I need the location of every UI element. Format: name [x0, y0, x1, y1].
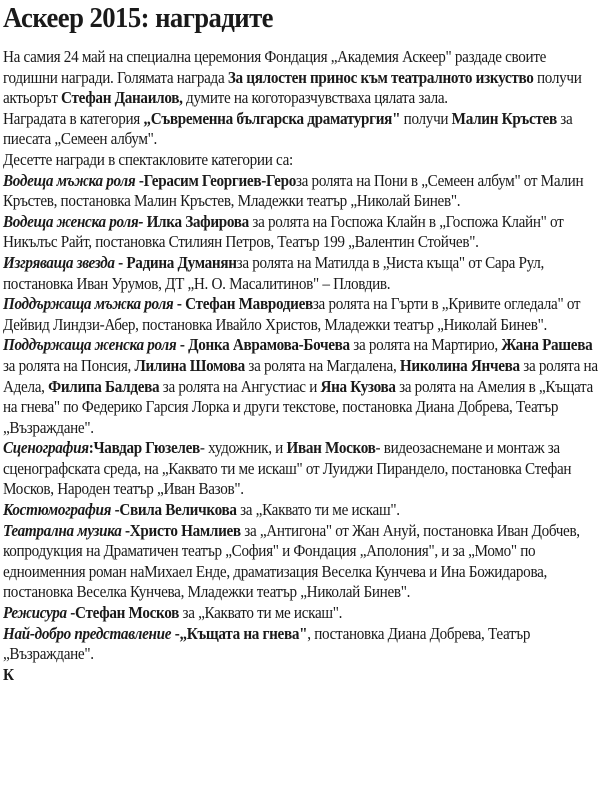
award-description: за ролята на Гърти в „Кривите огледала" от Дейвид Линдзи-Абер, постановка Ивайло Христов, Младежки театър „Николай Бинев". — [3, 294, 581, 334]
award-description: за „Каквато ти ме искаш". — [236, 500, 400, 520]
award-music — [3, 521, 600, 603]
intro-text: На самия 24 май на специална церемония Фондация „Академия Аскеер" раздаде своите годишни награди. Голямата награда — [3, 47, 547, 87]
award-description: за ролята на Мартирио, — [349, 335, 502, 355]
contemporary-text: получи — [400, 108, 452, 128]
award-best-show — [3, 624, 600, 665]
award-description: за ролята на Матилда в „Чиста къща" от Сара Рул, постановка Иван Урумов, ДТ „Н. О. Масалитинов" – Пловдив. — [3, 252, 544, 293]
award-description: за ролята на Пони в „Семеен албум" от Малин Кръстев, постановка Малин Кръстев, Младежки театър „Николай Бинев". — [3, 170, 584, 211]
award-separator: - — [173, 294, 186, 314]
award-description: - видеозаснемане и монтаж за сценографската среда, на „Каквато ти ме искаш" от Луиджи Пирандело, постановка Стефан Москов, Народен театър „Иван Вазов". — [3, 438, 572, 499]
lifetime-award-name: За цялостен принос към театралното изкуство — [227, 67, 534, 87]
article-body — [3, 47, 600, 685]
award-category: Изгряваща звезда — [3, 252, 115, 272]
contemporary-drama-paragraph — [3, 109, 600, 150]
award-winner: Свила Величкова — [119, 500, 237, 520]
award-leading-male — [3, 171, 600, 212]
contemporary-text: за пиесата „Семеен албум". — [3, 108, 573, 149]
article-title: Аскеер 2015: наградите — [3, 2, 273, 34]
award-winner: Донка Аврамова-Бочева — [188, 335, 350, 355]
trailing-letter: К — [3, 664, 14, 684]
award-winner: Иван Москов — [286, 438, 376, 458]
award-costume — [3, 500, 600, 521]
lifetime-award-winner: Стефан Данаилов, — [61, 88, 183, 108]
award-supporting-male — [3, 294, 600, 335]
award-directing — [3, 603, 600, 624]
contemporary-award-winner: Малин Кръстев — [451, 108, 557, 128]
award-winner: Христо Намлиев — [129, 520, 241, 540]
award-separator: - — [66, 603, 76, 623]
award-winner: Жана Рашева — [501, 335, 593, 355]
award-separator: - — [171, 623, 180, 643]
award-separator: : — [88, 438, 94, 458]
award-supporting-female — [3, 335, 600, 438]
contemporary-text: Наградата в категория — [3, 108, 144, 128]
award-separator: - — [111, 500, 120, 520]
award-category: Водеща мъжка роля — [3, 170, 139, 190]
intro-text: получи актьорът — [3, 67, 582, 108]
intro-paragraph — [3, 47, 600, 109]
award-description: за ролята на Понсия, — [3, 355, 135, 375]
award-description: - художник, и — [199, 438, 287, 458]
award-description: , постановка Диана Добрева, Театър „Възраждане". — [3, 623, 531, 664]
award-description: за „Каквато ти ме искаш". — [179, 603, 343, 623]
award-winner: „Къщата на гнева" — [179, 623, 308, 643]
award-winner: Филипа Балдева — [48, 376, 160, 396]
award-category: Най-добро представление — [3, 623, 172, 643]
award-separator: - — [121, 520, 130, 540]
award-description: за „Антигона" от Жан Ануй, постановка Иван Добчев, копродукция на Драматичен театър „София" и Фондация „Аполония", и за „Момо" по едноименния роман наМихаел Енде, драматизация Веселка Кунчева и Ина Божидарова, постановка Веселка Кунчева, Младежки театър „Николай Бинев". — [3, 520, 580, 602]
ten-awards-intro: Десетте награди в спектакловите категории са: — [3, 149, 293, 169]
award-category: Поддържаща мъжка роля — [3, 294, 174, 314]
award-description: за ролята на Амелия в „Къщата на гнева" по Федерико Гарсия Лорка и други текстове, постановка Диана Добрева, Театър „Възраждане". — [3, 376, 593, 437]
award-category: Водеща женска роля — [3, 211, 139, 231]
award-description: за ролята на Ангустиас и — [159, 376, 321, 396]
award-scenography — [3, 438, 600, 500]
award-winner: Стефан Мавродиев — [185, 294, 313, 314]
contemporary-award-name: „Съвременна българска драматургия" — [143, 108, 401, 128]
award-winner: Чавдар Гюзелев — [93, 438, 200, 458]
award-winner: Лилина Шомова — [134, 355, 245, 375]
award-winner: Яна Кузова — [320, 376, 396, 396]
award-description: за ролята на Магдалена, — [244, 355, 400, 375]
award-winner: Николина Янчева — [399, 355, 520, 375]
intro-text: думите на коготоразчувстваха цялата зала. — [182, 88, 448, 108]
award-separator: - — [138, 170, 144, 190]
award-description: за ролята на Адела, — [3, 355, 598, 396]
award-separator: - — [114, 252, 127, 272]
award-category: Костюмография — [3, 500, 112, 520]
trailing-text — [3, 665, 600, 686]
award-leading-female — [3, 212, 600, 253]
award-winner: Илка Зафирова — [146, 211, 249, 231]
award-winner: Радина Думанян — [126, 252, 237, 272]
award-separator: - — [138, 211, 147, 231]
award-category: Поддържаща женска роля — [3, 335, 177, 355]
award-category: Сценография — [3, 438, 89, 458]
award-winner: Герасим Георгиев-Геро — [143, 170, 296, 190]
award-rising-star — [3, 253, 600, 294]
award-category: Режисура — [3, 603, 67, 623]
award-description: за ролята на Госпожа Клайн в „Госпожа Клайн" от Никълъс Райт, постановка Стилиян Петров, Театър 199 „Валентин Стойчев". — [3, 211, 564, 252]
award-category: Театрална музика — [3, 520, 122, 540]
award-separator: - — [176, 335, 189, 355]
award-winner: Стефан Москов — [75, 603, 180, 623]
